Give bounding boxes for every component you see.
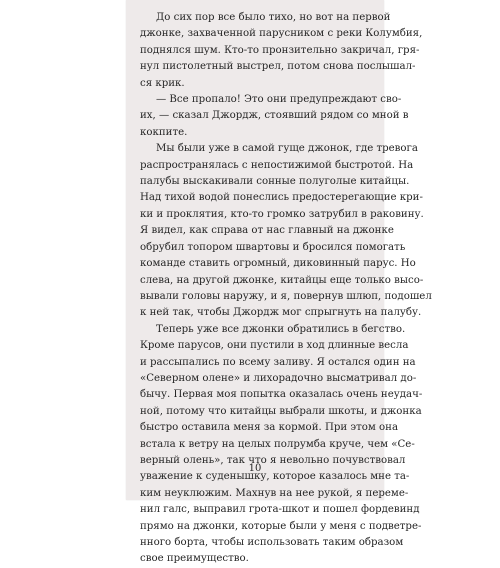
text-line: распространялась с непостижимой быстротой. На bbox=[140, 159, 414, 171]
text-line: «Северном олене» и лихорадочно высматривал до- bbox=[140, 372, 417, 384]
text-line: Теперь уже все джонки обратились в бегство. bbox=[156, 323, 406, 335]
paragraph bbox=[140, 92, 409, 141]
body-text bbox=[140, 10, 432, 568]
text-line: обрубил топором швартовы и бросился помогать bbox=[140, 241, 406, 253]
paragraph bbox=[140, 10, 423, 92]
paragraph bbox=[140, 322, 423, 568]
text-line: ким неуклюжим. Махнув на нее рукой, я переме- bbox=[140, 487, 409, 499]
text-line: слева, на другой джонке, китайцы еще только высо- bbox=[140, 274, 424, 286]
text-line: их, — сказал Джордж, стоявший рядом со мной в bbox=[140, 110, 409, 122]
text-line: быстро оставила меня за кормой. При этом она bbox=[140, 422, 399, 434]
book-page bbox=[126, 0, 432, 565]
text-line: уважение к суденышку, которое казалось мне та- bbox=[140, 471, 410, 483]
text-line: к ней так, чтобы Джордж мог спрыгнуть на палубу. bbox=[140, 307, 422, 319]
text-line: вывали головы наружу, и я, повернув шлюп, подошел bbox=[140, 290, 432, 302]
text-line: команде ставить огромный, диковинный парус. Но bbox=[140, 258, 416, 270]
text-line: верный олень», так что я невольно почувствовал bbox=[140, 454, 406, 466]
text-line: Мы были уже в самой гуще джонок, где тревога bbox=[156, 143, 418, 155]
text-line: Над тихой водой понеслись предостерегающие кри- bbox=[140, 192, 423, 204]
text-line: встала к ветру на целых полрумба круче, чем «Се- bbox=[140, 438, 415, 450]
text-line: Кроме парусов, они пустили в ход длинные весла bbox=[140, 340, 409, 352]
paragraph bbox=[140, 141, 432, 321]
text-line: бычу. Первая моя попытка оказалась очень неудач- bbox=[140, 389, 423, 401]
text-line: кокпите. bbox=[140, 126, 188, 138]
text-line: ной, потому что китайцы выбрали шкоты, и джонка bbox=[140, 405, 422, 417]
text-line: прямо на джонки, которые были у меня с подветре- bbox=[140, 520, 422, 532]
text-line: Я видел, как справа от нас главный на джонке bbox=[140, 225, 394, 237]
text-line: палубы выскакивали сонные полуголые китайцы. bbox=[140, 176, 410, 188]
text-line: поднялся шум. Кто-то пронзительно закричал, гря- bbox=[140, 44, 420, 56]
text-line: нного борта, чтобы использовать таким образом bbox=[140, 537, 404, 548]
text-line: джонке, захваченной парусником с реки Колумбия, bbox=[140, 28, 423, 40]
text-line: ся крик. bbox=[140, 77, 185, 89]
text-line: и рассыпались по всему заливу. Я остался один на bbox=[140, 356, 416, 368]
page-number: 10 bbox=[248, 463, 262, 474]
text-line: нул пистолетный выстрел, потом снова послышал- bbox=[140, 61, 416, 73]
text-line: ки и проклятия, кто-то громко затрубил в раковину. bbox=[140, 208, 424, 220]
text-line: — Все пропало! Это они предупреждают сво- bbox=[156, 94, 402, 106]
text-line: нил галс, выправил грота-шкот и пошел фордевинд bbox=[140, 504, 420, 516]
text-line: свое преимущество. bbox=[140, 553, 249, 565]
text-line: До сих пор все было тихо, но вот на первой bbox=[156, 12, 391, 23]
